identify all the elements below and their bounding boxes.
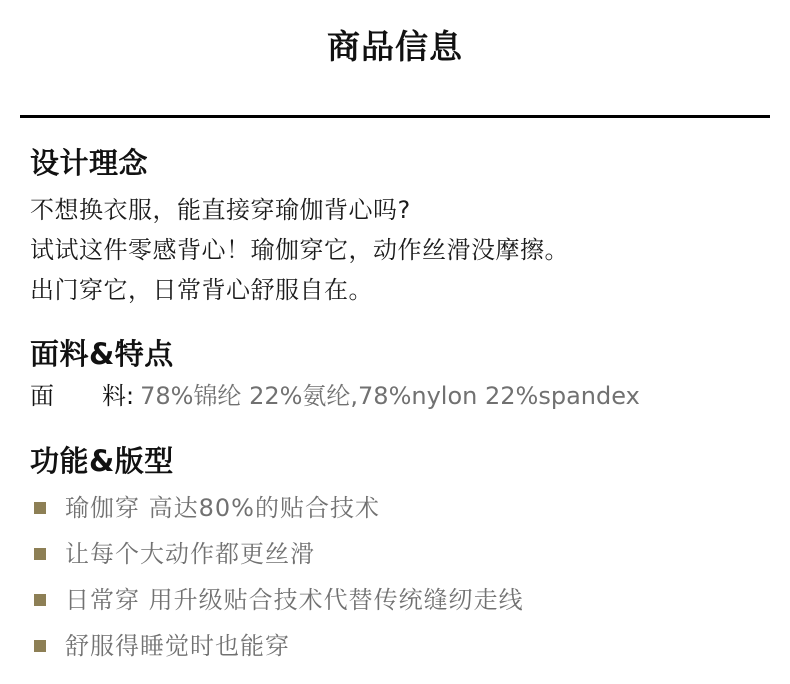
list-item	[30, 629, 760, 663]
feature-text: 日常穿 用升级贴合技术代替传统缝纫走线	[65, 586, 524, 614]
section-heading-function-fit: 功能&版型	[30, 444, 174, 478]
section-heading-fabric-features: 面料&特点	[30, 337, 174, 371]
bullet-square-icon	[34, 548, 46, 560]
list-item	[30, 583, 760, 617]
bullet-square-icon	[34, 640, 46, 652]
fabric-label: 面 料:	[30, 382, 135, 410]
feature-text: 瑜伽穿 高达80%的贴合技术	[65, 494, 380, 522]
design-concept-paragraph	[30, 190, 760, 310]
bullet-square-icon	[34, 594, 46, 606]
design-concept-line: 试试这件零感背心！瑜伽穿它，动作丝滑没摩擦。	[30, 236, 569, 264]
list-item	[30, 491, 760, 525]
bullet-square-icon	[34, 502, 46, 514]
product-info-content	[0, 143, 790, 663]
feature-text: 舒服得睡觉时也能穿	[65, 632, 290, 660]
fabric-composition-row	[30, 379, 760, 413]
feature-text: 让每个大动作都更丝滑	[65, 540, 315, 568]
list-item	[30, 537, 760, 571]
section-heading-design-concept: 设计理念	[30, 146, 149, 180]
feature-list	[30, 491, 760, 663]
title-divider	[20, 115, 770, 118]
design-concept-line: 出门穿它，日常背心舒服自在。	[30, 276, 373, 304]
page-title: 商品信息	[327, 27, 463, 66]
fabric-value: 78%锦纶 22%氨纶,78%nylon 22%spandex	[140, 382, 640, 410]
design-concept-line: 不想换衣服，能直接穿瑜伽背心吗?	[30, 196, 411, 224]
